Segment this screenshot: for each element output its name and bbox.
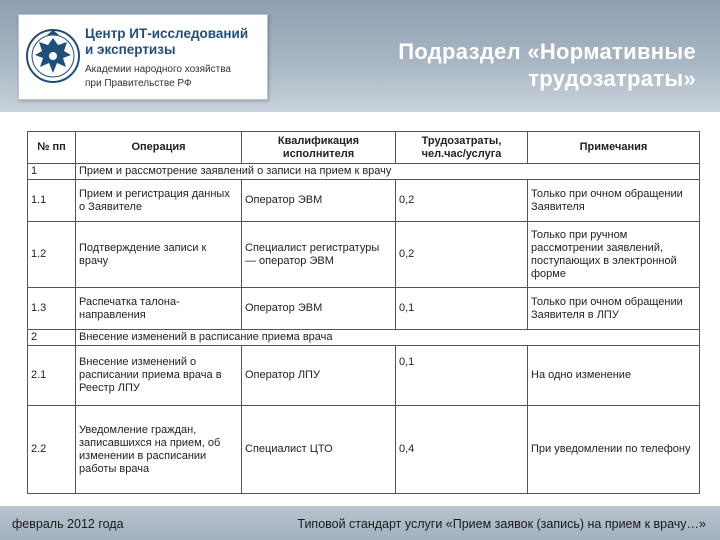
header-banner [0,0,720,112]
header-operation: Операция [76,132,242,164]
row-num: 1.2 [28,222,76,288]
row-labor: 0,1 [396,288,528,330]
row-num: 1.3 [28,288,76,330]
row-num: 1 [28,164,76,180]
row-labor: 0,2 [396,222,528,288]
row-note: На одно изменение [528,346,700,406]
logo-title-line2: и экспертизы [85,42,176,57]
header-notes: Примечания [528,132,700,164]
header-labor: Трудозатраты, чел.час/услуга [396,132,528,164]
table-row [28,222,700,288]
header-qualification: Квалификация исполнителя [242,132,396,164]
table-row [28,346,700,406]
row-operation: Уведомление граждан, записавшихся на прием, об изменении в расписании работы врача [76,406,242,494]
table-section-row [28,330,700,346]
footer-date: февраль 2012 года [12,517,124,531]
row-qualification: Специалист ЦТО [242,406,396,494]
slide-title: Подраздел «Нормативные трудозатраты» [398,39,696,91]
logo-block [18,14,268,100]
row-note: При уведомлении по телефону [528,406,700,494]
labor-cost-table [27,131,700,494]
row-qualification: Оператор ЭВМ [242,288,396,330]
row-qualification: Специалист регистратуры — оператор ЭВМ [242,222,396,288]
row-num: 1.1 [28,180,76,222]
double-headed-eagle-emblem-icon [25,23,81,89]
row-qualification: Оператор ЛПУ [242,346,396,406]
row-labor: 0,1 [396,346,528,406]
row-note: Только при ручном рассмотрении заявлений, поступающих в электронной форме [528,222,700,288]
table-row [28,288,700,330]
row-labor: 0,2 [396,180,528,222]
row-num: 2 [28,330,76,346]
row-labor: 0,4 [396,406,528,494]
logo-title-line1: Центр ИТ-исследований [85,26,249,41]
row-operation: Распечатка талона-направления [76,288,242,330]
footer-standard-title: Типовой стандарт услуги «Прием заявок (запись) на прием к врачу…» [297,517,706,531]
table-row [28,180,700,222]
logo-subtitle-line1: Академии народного хозяйства [85,64,231,75]
row-operation: Прием и регистрация данных о Заявителе [76,180,242,222]
row-note: Только при очном обращении Заявителя [528,180,700,222]
table-section-row [28,164,700,180]
row-num: 2.1 [28,346,76,406]
table-row [28,406,700,494]
row-qualification: Оператор ЭВМ [242,180,396,222]
table-header-row [28,132,700,164]
section-title: Внесение изменений в расписание приема врача [76,330,700,346]
header-num: № пп [28,132,76,164]
footer-bar [0,506,720,540]
row-operation: Подтверждение записи к врачу [76,222,242,288]
row-operation: Внесение изменений о расписании приема врача в Реестр ЛПУ [76,346,242,406]
row-note: Только при очном обращении Заявителя в ЛПУ [528,288,700,330]
logo-subtitle-line2: при Правительстве РФ [85,78,192,89]
row-num: 2.2 [28,406,76,494]
section-title: Прием и рассмотрение заявлений о записи на прием к врачу [76,164,700,180]
